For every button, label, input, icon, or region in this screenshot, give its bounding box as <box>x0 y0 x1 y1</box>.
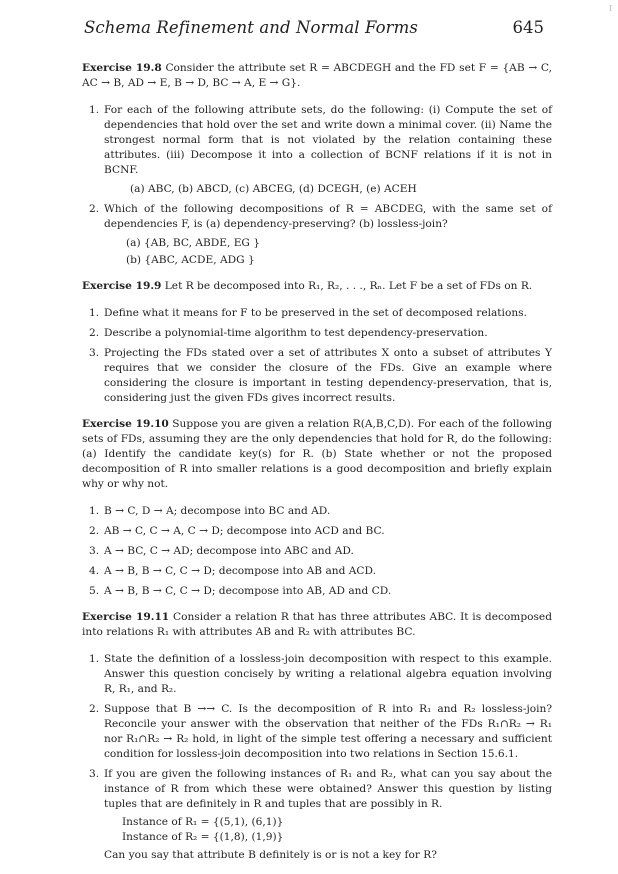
item-number: 5. <box>89 585 100 597</box>
item-text: Suppose that B →→ C. Is the decomposition of R into R₁ and R₂ lossless-join? Reconcile your answer with the observation that neither of the FDs R₁∩R₂ → R₁ nor R₁∩R₂ → R₂ hold, in light of the simple test offering a necessary and sufficient condition for lossless-join decomposition into two relations in Section 15.6.1. <box>104 703 552 760</box>
relation-instances <box>104 815 552 845</box>
item-text: A → B, B → C, C → D; decompose into AB and ACD. <box>104 565 376 577</box>
item-number: 3. <box>89 347 100 359</box>
running-head: Schema Refinement and Normal Forms <box>84 18 418 37</box>
exercise-label: Exercise 19.9 <box>82 280 162 292</box>
exercise-item <box>82 544 552 559</box>
item-number: 1. <box>89 307 100 319</box>
exercise-item <box>82 202 552 268</box>
exercise-intro <box>82 61 552 91</box>
item-text: Which of the following decompositions of R = ABCDEG, with the same set of dependencies F, is (a) dependency-preserving? (b) lossless-join? <box>104 203 552 230</box>
exercise-label: Exercise 19.8 <box>82 62 162 74</box>
exercise-intro <box>82 417 552 492</box>
exercise-item <box>82 564 552 579</box>
closing-question: Can you say that attribute B definitely is or is not a key for R? <box>104 849 437 861</box>
page-number: 645 <box>512 18 544 37</box>
item-text: Define what it means for F to be preserved in the set of decomposed relations. <box>104 307 527 319</box>
exercise-item <box>82 346 552 406</box>
instance-r1: Instance of R₁ = {(5,1), (6,1)} <box>122 816 284 828</box>
sublist-item: (a) {AB, BC, ABDE, EG } <box>126 237 261 249</box>
item-number: 1. <box>89 653 100 665</box>
exercise-label: Exercise 19.11 <box>82 611 170 623</box>
item-number: 2. <box>89 525 100 537</box>
exercise-item <box>82 103 552 197</box>
exercise-text: Consider the attribute set R = ABCDEGH and the FD set F = {AB → C, AC → B, AD → E, B → D, BC → A, E → G}. <box>82 62 553 89</box>
exercise-19-11 <box>82 610 552 863</box>
exercise-item <box>82 326 552 341</box>
exercise-label: Exercise 19.10 <box>82 418 169 430</box>
sublist-item: (b) {ABC, ACDE, ADG } <box>126 254 255 266</box>
item-number: 3. <box>89 768 100 780</box>
item-text: AB → C, C → A, C → D; decompose into ACD and BC. <box>104 525 385 537</box>
item-number: 1. <box>89 104 100 116</box>
exercise-19-9 <box>82 279 552 406</box>
item-text: If you are given the following instances of R₁ and R₂, what can you say about the instance of R from which these were obtained? Answer this question by listing tuples that are definitely in R and tuples that are possibly in R. <box>104 768 552 810</box>
exercise-intro <box>82 610 552 640</box>
exercise-item <box>82 702 552 762</box>
exercise-item <box>82 584 552 599</box>
item-subparts: (a) ABC, (b) ABCD, (c) ABCEG, (d) DCEGH, (e) ACEH <box>130 183 417 195</box>
exercise-19-8 <box>82 61 552 268</box>
item-text: State the definition of a lossless-join decomposition with respect to this example. Answer this question concisely by writing a relational algebra equation involving R, R₁, and R₂. <box>104 653 552 695</box>
item-number: 3. <box>89 545 100 557</box>
page-body <box>82 61 552 874</box>
exercise-item <box>82 504 552 519</box>
exercise-item <box>82 524 552 539</box>
item-number: 2. <box>89 203 100 215</box>
exercise-text: Suppose you are given a relation R(A,B,C,D). For each of the following sets of FDs, assuming they are the only dependencies that hold for R, do the following: (a) Identify the candidate key(s) for R. (b) State whether or not the proposed decomposition of R into smaller relations is a good decomposition and briefly explain why or why not. <box>82 418 552 490</box>
exercise-item <box>82 652 552 697</box>
item-number: 2. <box>89 703 100 715</box>
corner-mark: I <box>608 4 612 13</box>
exercise-items <box>82 504 552 599</box>
exercise-19-10 <box>82 417 552 599</box>
item-text: A → BC, C → AD; decompose into ABC and AD. <box>104 545 354 557</box>
item-text: B → C, D → A; decompose into BC and AD. <box>104 505 331 517</box>
item-text: Describe a polynomial-time algorithm to test dependency-preservation. <box>104 327 488 339</box>
item-number: 1. <box>89 505 100 517</box>
item-text: For each of the following attribute sets, do the following: (i) Compute the set of dependencies that hold over the set and write down a minimal cover. (ii) Name the strongest normal form that is not violated by the relation containing these attributes. (iii) Decompose it into a collection of BCNF relations if it is not in BCNF. <box>104 104 552 176</box>
exercise-text: Consider a relation R that has three attributes ABC. It is decomposed into relations R₁ with attributes AB and R₂ with attributes BC. <box>82 611 552 638</box>
item-sublist <box>104 236 552 268</box>
exercise-intro <box>82 279 552 294</box>
item-text: Projecting the FDs stated over a set of attributes X onto a subset of attributes Y requires that we consider the closure of the FDs. Give an example where considering the closure is important in testing dependency-preservation, that is, considering just the given FDs gives incorrect results. <box>104 347 552 404</box>
item-number: 2. <box>89 327 100 339</box>
item-text: A → B, B → C, C → D; decompose into AB, AD and CD. <box>104 585 392 597</box>
exercise-items <box>82 103 552 268</box>
exercise-items <box>82 306 552 406</box>
item-number: 4. <box>89 565 100 577</box>
exercise-item <box>82 767 552 863</box>
instance-r2: Instance of R₂ = {(1,8), (1,9)} <box>122 831 284 843</box>
exercise-item <box>82 306 552 321</box>
exercise-text: Let R be decomposed into R₁, R₂, . . ., Rₙ. Let F be a set of FDs on R. <box>164 280 533 292</box>
exercise-items <box>82 652 552 863</box>
